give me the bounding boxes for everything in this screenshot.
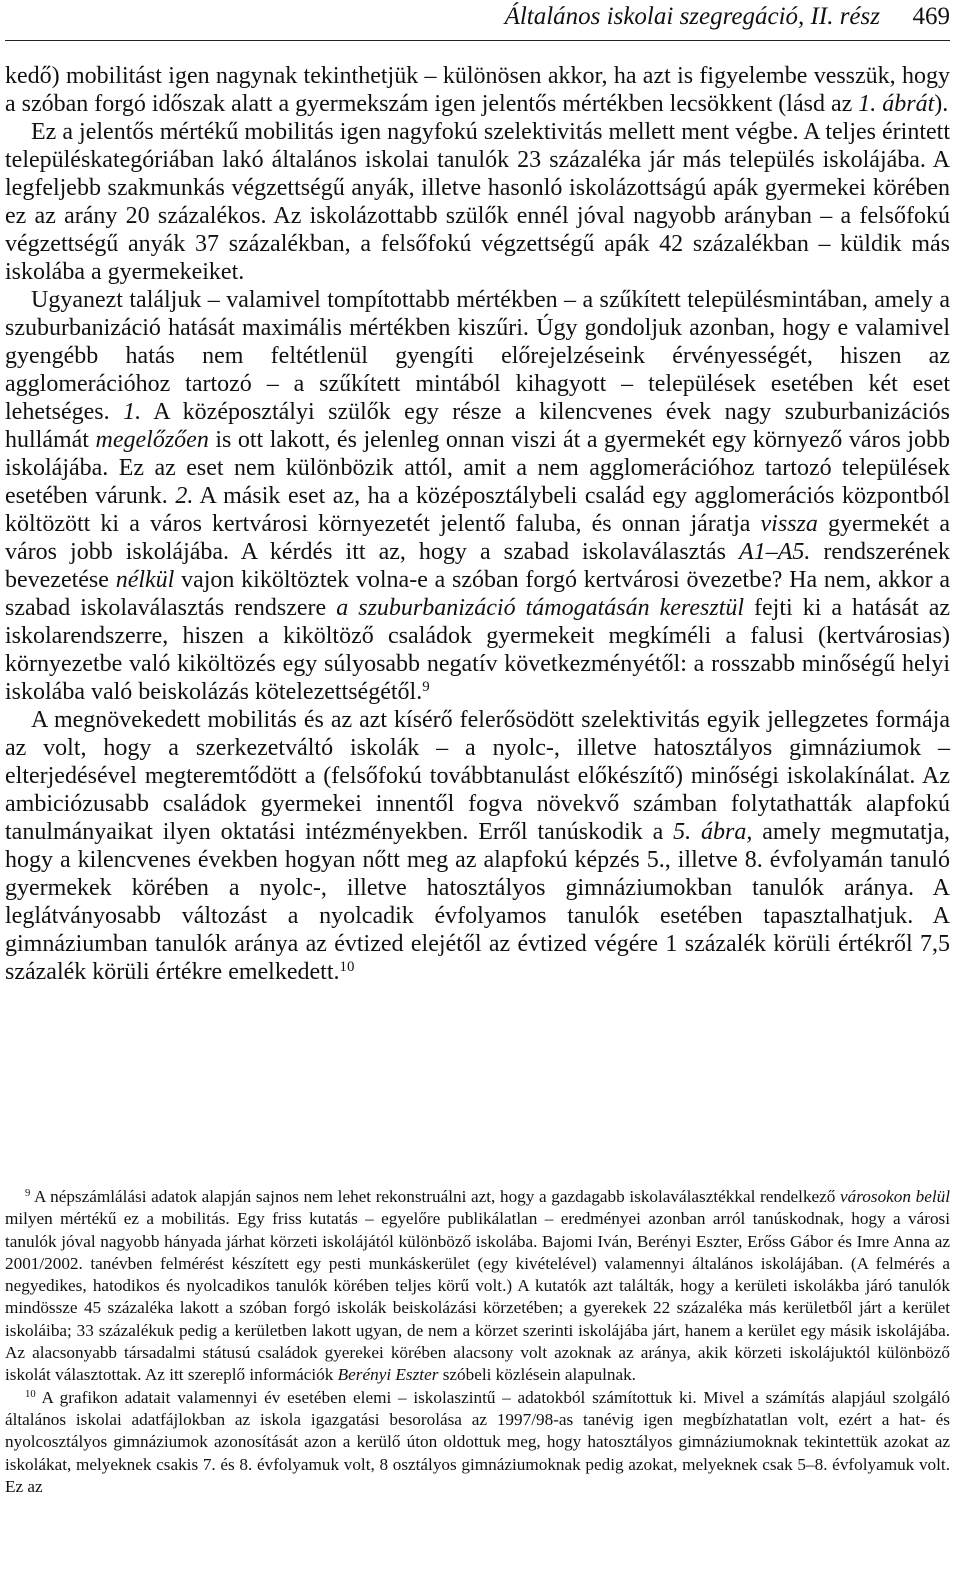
text-run: szóbeli közlésein alapulnak. bbox=[438, 1365, 636, 1385]
text-run: vajon kiköltöztek volna-e a szóban forgó kertvárosi övezetbe? Ha nem, akkor a szabad iskolaválasztás rendszere bbox=[5, 567, 951, 621]
italic-text: megelőzően bbox=[95, 427, 209, 453]
footnote-marker: 9 bbox=[422, 678, 430, 695]
text-run: kedő) mobilitást igen nagynak tekinthetjük – különösen akkor, ha azt is figyelembe vesszük, hogy a szóban forgó időszak alatt a gyermekszám igen jelentős mértékben lecsökkent (lásd az bbox=[5, 63, 950, 117]
italic-text: 1. ábrát bbox=[858, 91, 935, 117]
text-run: A középosztályi szülők egy része a kilencvenes évek nagy szuburbanizációs hullámát bbox=[5, 399, 950, 453]
italic-text: Berényi Eszter bbox=[337, 1365, 439, 1385]
text-run: milyen mértékű ez a mobilitás. Egy friss kutatás – egyelőre publikálatlan – eredményei azonban arról tanúskodnak, hogy a városi tanulók jóval nagyobb hányada járhat körzeti iskolájától különböző iskolába. Bajomi Iván, Berényi Eszter, Erőss Gábor és Imre Anna az 2001/2002. tanévben felmérést készített egy pesti munkáskerület (egy kivételével) valamennyi általános iskolájában. (A felmérés a negyedikes, hatodikos és nyolcadikos tanulók körében teljes körű volt.) A kutatók azt találták, hogy a kerületi iskolákba járó tanulók mindössze 45 százaléka lakott a szóban forgó iskolák beiskolázási körzetében; a gyerekek 22 százaléka más kerületből járt a kerület iskoláiba; 33 százalékuk pedig a kerületben lakott ugyan, de nem a körzet szerinti iskolájába járt, hanem a kerület egy másik iskolájába. Az alacsonyabb társadalmi státusú családok gyerekei körében alacsony volt azoknak az aránya, akik körzeti iskolájuktól különböző iskolát választottak. Az itt szereplő információk bbox=[5, 1209, 950, 1385]
body-paragraph bbox=[5, 118, 950, 286]
footnote-marker: 10 bbox=[25, 1388, 36, 1400]
body-text bbox=[5, 62, 950, 986]
footnote-marker: 9 bbox=[25, 1188, 31, 1200]
text-run: A népszámlálási adatok alapján sajnos nem lehet rekonstruálni azt, hogy a gazdagabb iskolaválasztékkal rendelkező bbox=[30, 1187, 841, 1206]
body-paragraph bbox=[5, 62, 950, 118]
italic-text: vissza bbox=[760, 511, 818, 537]
footnote-marker: 10 bbox=[339, 958, 355, 975]
footnote bbox=[5, 1186, 950, 1387]
page-header bbox=[5, 0, 950, 41]
body-paragraph bbox=[5, 286, 950, 706]
italic-text: A1–A5. bbox=[739, 539, 811, 565]
text-run: Ez a jelentős mértékű mobilitás igen nagyfokú szelektivitás mellett ment végbe. A teljes érintett településkategóriában lakó általános iskolai tanulók 23 százaléka jár más település iskolájába. A legfeljebb szakmunkás végzettségű anyák, illetve hasonló iskolázottságú apák gyermekei körében ez az arány 20 százalékos. Az iskolázottabb szülők ennél jóval nagyobb arányban – a felsőfokú végzettségű anyák 37 százalékban, a felsőfokú végzettségű apák 42 százalékban – küldik más iskolába a gyermekeiket. bbox=[5, 119, 950, 285]
running-title: Általános iskolai szegregáció, II. rész bbox=[504, 3, 880, 30]
italic-text: a szuburbanizáció támogatásán keresztül bbox=[336, 595, 745, 621]
text-run: gyermekét a város jobb iskolájába. A kérdés itt az, hogy a szabad iskolaválasztás bbox=[5, 511, 950, 565]
italic-text: 1. bbox=[123, 399, 142, 425]
text-run: Ugyanezt találjuk – valamivel tompítottabb mértékben – a szűkített településmintában, amely a szuburbanizáció hatását maximális mértékben kiszűri. Úgy gondoljuk azonban, hogy e valamivel gyengébb hatás nem feltétlenül gyengíti előrejelzéseink érvényességét, hiszen az agglomerációhoz tartozó – a szűkített mintából kihagyott – települések esetében két eset lehetséges. bbox=[5, 287, 950, 425]
italic-text: 5. ábra, bbox=[673, 819, 753, 845]
page-number: 469 bbox=[912, 3, 950, 30]
body-paragraph bbox=[5, 706, 950, 986]
text-run: fejti ki a hatását az iskolarendszerre, hiszen a kiköltöző családok gyermekeit megkíméli a falusi (kertvárosias) környezetbe való kiköltözés egy súlyosabb negatív következményétől: a rosszabb minőségű helyi iskolába való beiskolázás kötelezettségétől. bbox=[5, 595, 950, 705]
text-run: rendszerének bevezetése bbox=[5, 539, 950, 593]
text-run: ). bbox=[934, 91, 949, 117]
footnote bbox=[5, 1387, 950, 1498]
text-run: A másik eset az, ha a középosztálybeli család egy agglomerációs központból költözött ki a város kertvárosi környezetét jelentő faluba, és onnan járatja bbox=[5, 483, 950, 537]
italic-text: városokon belül bbox=[840, 1187, 950, 1206]
text-run: A grafikon adatait valamennyi év esetében elemi – iskolaszintű – adatokból számítottuk ki. Mivel a számítás alapjául szolgáló általános iskolai adatfájlokban az iskola igazgatási besorolása az 1997/98-as tanévig igen megbízhatatlan volt, ezért a hat- és nyolcosztályos gimnáziumok azonosítását azon a kerülő úton oldottuk meg, hogy hatosztályos gimnáziumoknak tekintettük azokat az iskolákat, melyeknek csakis 7. és 8. évfolyamuk volt, 8 osztályos gimnáziumoknak pedig azokat, melyeknek csak 5–8. évfolyamuk volt. Ez az bbox=[5, 1387, 950, 1496]
text-run: is ott lakott, és jelenleg onnan viszi át a gyermekét egy környező város jobb iskolájába. Ez az eset nem különbözik attól, amit a nem agglomerációhoz tartozó települések esetében várunk. bbox=[5, 427, 950, 509]
footnotes bbox=[5, 1186, 950, 1498]
italic-text: 2. bbox=[175, 483, 194, 509]
text-run: amely megmutatja, hogy a kilencvenes években hogyan nőtt meg az alapfokú képzés 5., illetve 8. évfolyamán tanuló gyermekek körében a nyolc-, illetve hatosztályos gimnáziumokban tanulók aránya. A leglátványosabb változást a nyolcadik évfolyamos tanulók esetében tapasztalhatjuk. A gimnáziumban tanulók aránya az évtized elejétől az évtized végére 1 százalék körüli értékről 7,5 százalék körüli értékre emelkedett. bbox=[5, 819, 950, 985]
text-run: A megnövekedett mobilitás és az azt kísérő felerősödött szelektivitás egyik jellegzetes formája az volt, hogy a szerkezetváltó iskolák – a nyolc-, illetve hatosztályos gimnáziumok – elterjedésével megteremtődött a (felsőfokú továbbtanulást előkészítő) minőségi iskolakínálat. Az ambiciózusabb családok gyermekei innentől fogva növekvő számban folytathatták alapfokú tanulmányaikat ilyen oktatási intézményekben. Erről tanúskodik a bbox=[5, 707, 950, 845]
italic-text: nélkül bbox=[115, 567, 175, 593]
